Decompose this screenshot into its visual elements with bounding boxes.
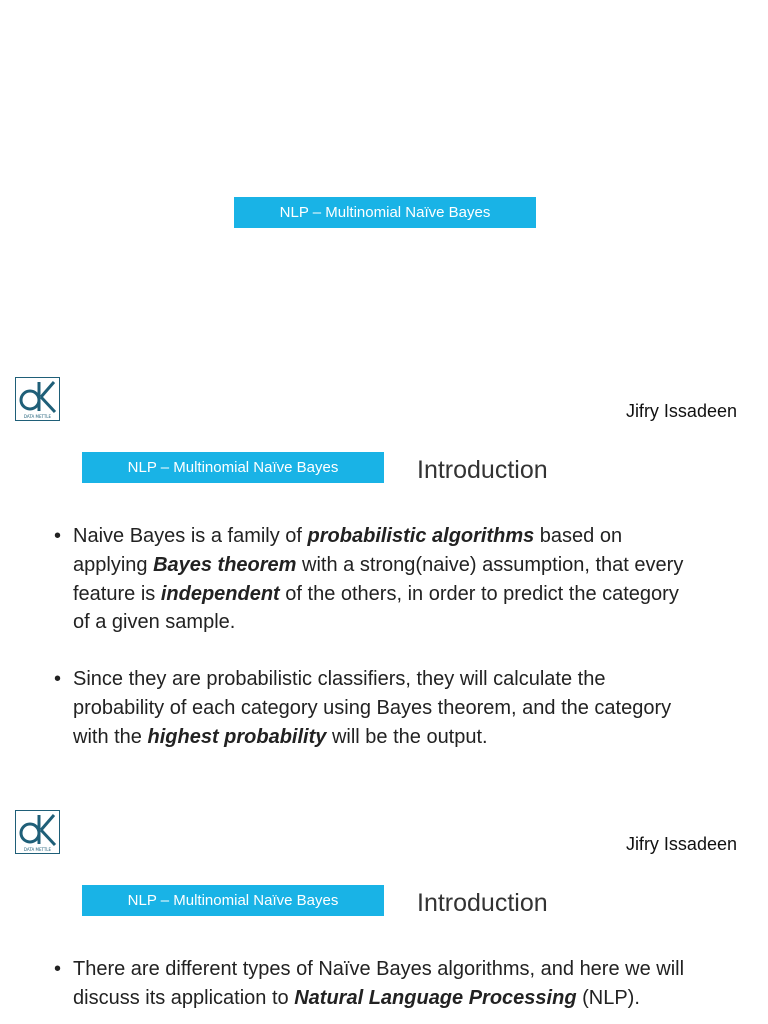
bullet-item: • Since they are probabilistic classifiers, they will calculate the probability of each category using Bayes theorem, and the category with the highest probability will be the output. bbox=[52, 665, 692, 751]
svg-text:DATA METTLE: DATA METTLE bbox=[23, 414, 52, 419]
svg-text:DATA METTLE: DATA METTLE bbox=[23, 847, 52, 852]
bullet-list bbox=[52, 522, 692, 752]
bullet-item: • There are different types of Naïve Bayes algorithms, and here we will discuss its application to Natural Language Processing (NLP). bbox=[52, 955, 692, 1013]
bullet-list bbox=[52, 955, 692, 1013]
author-name: Jifry Issadeen bbox=[625, 401, 737, 421]
section-title: Introduction bbox=[417, 889, 548, 917]
data-mettle-logo-icon bbox=[15, 377, 60, 421]
slide-1-title-banner: NLP – Multinomial Naïve Bayes bbox=[234, 197, 536, 228]
slide-2-header-banner: NLP – Multinomial Naïve Bayes bbox=[82, 452, 384, 483]
author-name: Jifry Issadeen bbox=[625, 834, 737, 854]
slide-3-header-banner: NLP – Multinomial Naïve Bayes bbox=[82, 885, 384, 916]
bullet-item: • Naive Bayes is a family of probabilistic algorithms based on applying Bayes theorem with a strong(naive) assumption, that every feature is independent of the others, in order to predict the category of a given sample. bbox=[52, 522, 692, 637]
data-mettle-logo-icon bbox=[15, 810, 60, 854]
section-title: Introduction bbox=[417, 456, 548, 484]
